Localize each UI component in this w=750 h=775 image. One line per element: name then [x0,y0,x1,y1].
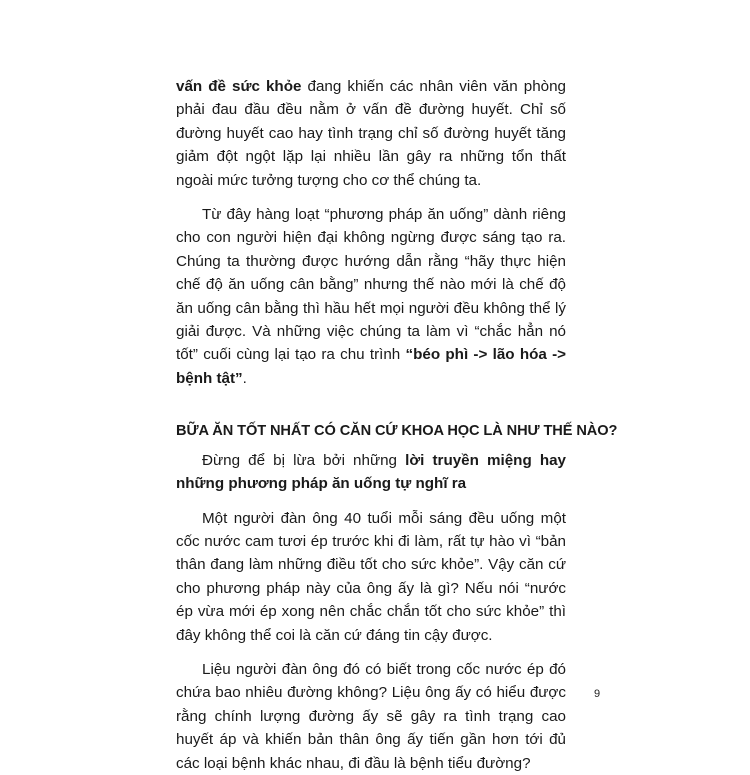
paragraph-2-text: Từ đây hàng loạt “phương pháp ăn uống” dành riêng cho con người hiện đại không ngừng được sáng tạo ra. Chúng ta thường được hướng dẫn rằng “hãy thực hiện chế độ ăn uống cân bằng” nhưng thế nào mới là chế độ ăn uống cân bằng thì hầu hết mọi người đều không thể lý giải được. Và những việc chúng ta làm vì “chắc hẳn nó tốt” cuối cùng lại tạo ra chu trình [176,206,566,364]
section-intro-bold: lời truyền miệng hay những phương pháp ăn uống tự nghĩ ra [176,451,566,493]
paragraph-1 [176,75,566,192]
section-intro-text: Đừng để bị lừa bởi những [202,451,406,469]
page-number: 9 [594,688,601,700]
section-heading: BỮA ĂN TỐT NHẤT CÓ CĂN CỨ KHOA HỌC LÀ NHƯ THẾ NÀO? [176,423,618,440]
book-page-text [176,75,618,775]
paragraph-2-bold: “béo phì -> lão hóa -> bệnh tật” [176,346,567,387]
section-intro [176,449,566,496]
paragraph-1-bold: vấn đề sức khỏe [176,78,302,95]
paragraph-4: Liệu người đàn ông đó có biết trong cốc nước ép đó chứa bao nhiêu đường không? Liệu ông ấy có hiểu được rằng chính lượng đường ấy sẽ gây ra tình trạng cao huyết áp và khiến bản thân ông ấy tiến gần hơn tới đủ các loại bệnh khác nhau, đi đầu là bệnh tiểu đường? [176,660,566,772]
paragraph-2-end: . [242,369,247,387]
paragraph-1-text: đang khiến các nhân viên văn phòng phải đau đầu đều nằm ở vấn đề đường huyết. Chỉ số đường huyết cao hay tình trạng chỉ số đường huyết tăng giảm đột ngột lặp lại nhiều lần gây ra những tổn thất ngoài mức tưởng tượng cho cơ thể chúng ta. [176,78,566,189]
paragraph-2 [176,203,566,390]
paragraph-3: Một người đàn ông 40 tuổi mỗi sáng đều uống một cốc nước cam tươi ép trước khi đi làm, rất tự hào vì “bản thân đang làm những điều tốt cho sức khỏe”. Vậy căn cứ cho phương pháp này của ông ấy là gì? Nếu nói “nước ép vừa mới ép xong nên chắc chắn tốt cho sức khỏe” thì đây không thể coi là căn cứ đáng tin cậy được. [176,509,566,644]
